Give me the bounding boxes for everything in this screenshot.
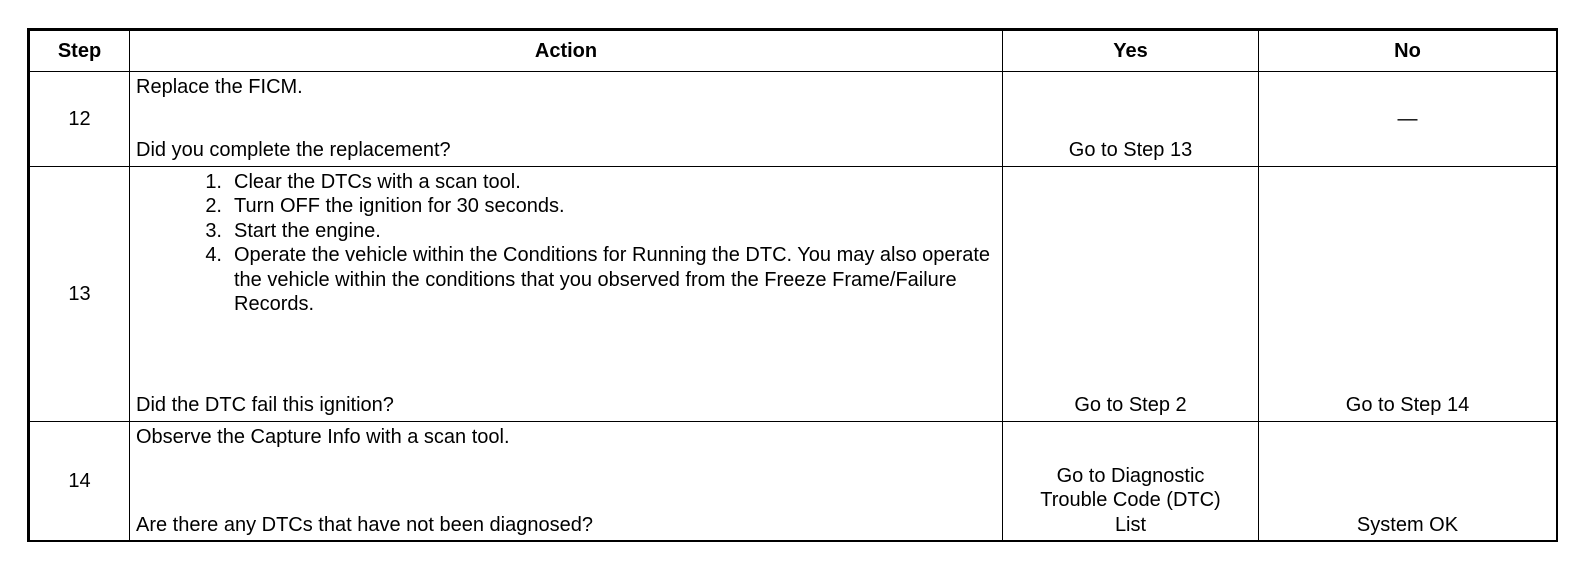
table-header-row: [30, 31, 1557, 72]
action-intro: Observe the Capture Info with a scan tool.: [136, 426, 510, 448]
action-cell: [130, 422, 1003, 542]
yes-result: Go to Step 2: [1003, 167, 1259, 422]
step-number: 12: [30, 72, 130, 167]
list-item-number: 1.: [205, 171, 222, 193]
list-item: [205, 219, 996, 243]
list-item-number: 3.: [205, 219, 222, 242]
no-result: Go to Step 14: [1259, 167, 1557, 422]
list-item-text: Clear the DTCs with a scan tool.: [234, 171, 521, 193]
header-action: Action: [130, 31, 1003, 72]
header-no: No: [1259, 31, 1557, 72]
table-row: [30, 422, 1557, 542]
action-question: Did you complete the replacement?: [136, 138, 451, 161]
yes-result: [1003, 422, 1259, 542]
list-item-number: 2.: [205, 195, 222, 218]
diagnostic-steps-table: [29, 30, 1557, 542]
diagnostic-table-container: [27, 28, 1558, 542]
action-steps-list: [136, 170, 996, 316]
step-number: 13: [30, 167, 130, 422]
yes-result-line: List: [1114, 513, 1147, 536]
list-item-text: Start the engine.: [234, 219, 381, 242]
header-yes: Yes: [1003, 31, 1259, 72]
no-result: System OK: [1259, 422, 1557, 542]
list-item-text: Turn OFF the ignition for 30 seconds.: [234, 195, 565, 218]
list-item: [205, 243, 996, 316]
yes-result-line: Trouble Code (DTC): [1040, 489, 1221, 512]
header-step: Step: [30, 31, 130, 72]
action-question: Are there any DTCs that have not been diagnosed?: [136, 513, 593, 536]
table-row: [30, 167, 1557, 422]
table-row: [30, 72, 1557, 167]
action-intro: Replace the FICM.: [136, 76, 303, 98]
no-result: —: [1259, 72, 1557, 167]
action-cell: [130, 72, 1003, 167]
list-item-number: 4.: [205, 244, 222, 267]
yes-result: Go to Step 13: [1003, 72, 1259, 167]
step-number: 14: [30, 422, 130, 542]
list-item-text: Operate the vehicle within the Conditions for Running the DTC. You may also operate the vehicle within the conditions that you observed from the Freeze Frame/Failure Records.: [234, 244, 990, 315]
action-cell: [130, 167, 1003, 422]
list-item: [205, 194, 996, 218]
action-content: [136, 422, 996, 541]
action-question: Did the DTC fail this ignition?: [136, 393, 394, 416]
action-steps: [136, 170, 996, 316]
action-content: [136, 167, 996, 421]
action-content: [136, 72, 996, 166]
yes-result-line: Go to Diagnostic: [1056, 464, 1205, 487]
list-item: [205, 170, 996, 194]
